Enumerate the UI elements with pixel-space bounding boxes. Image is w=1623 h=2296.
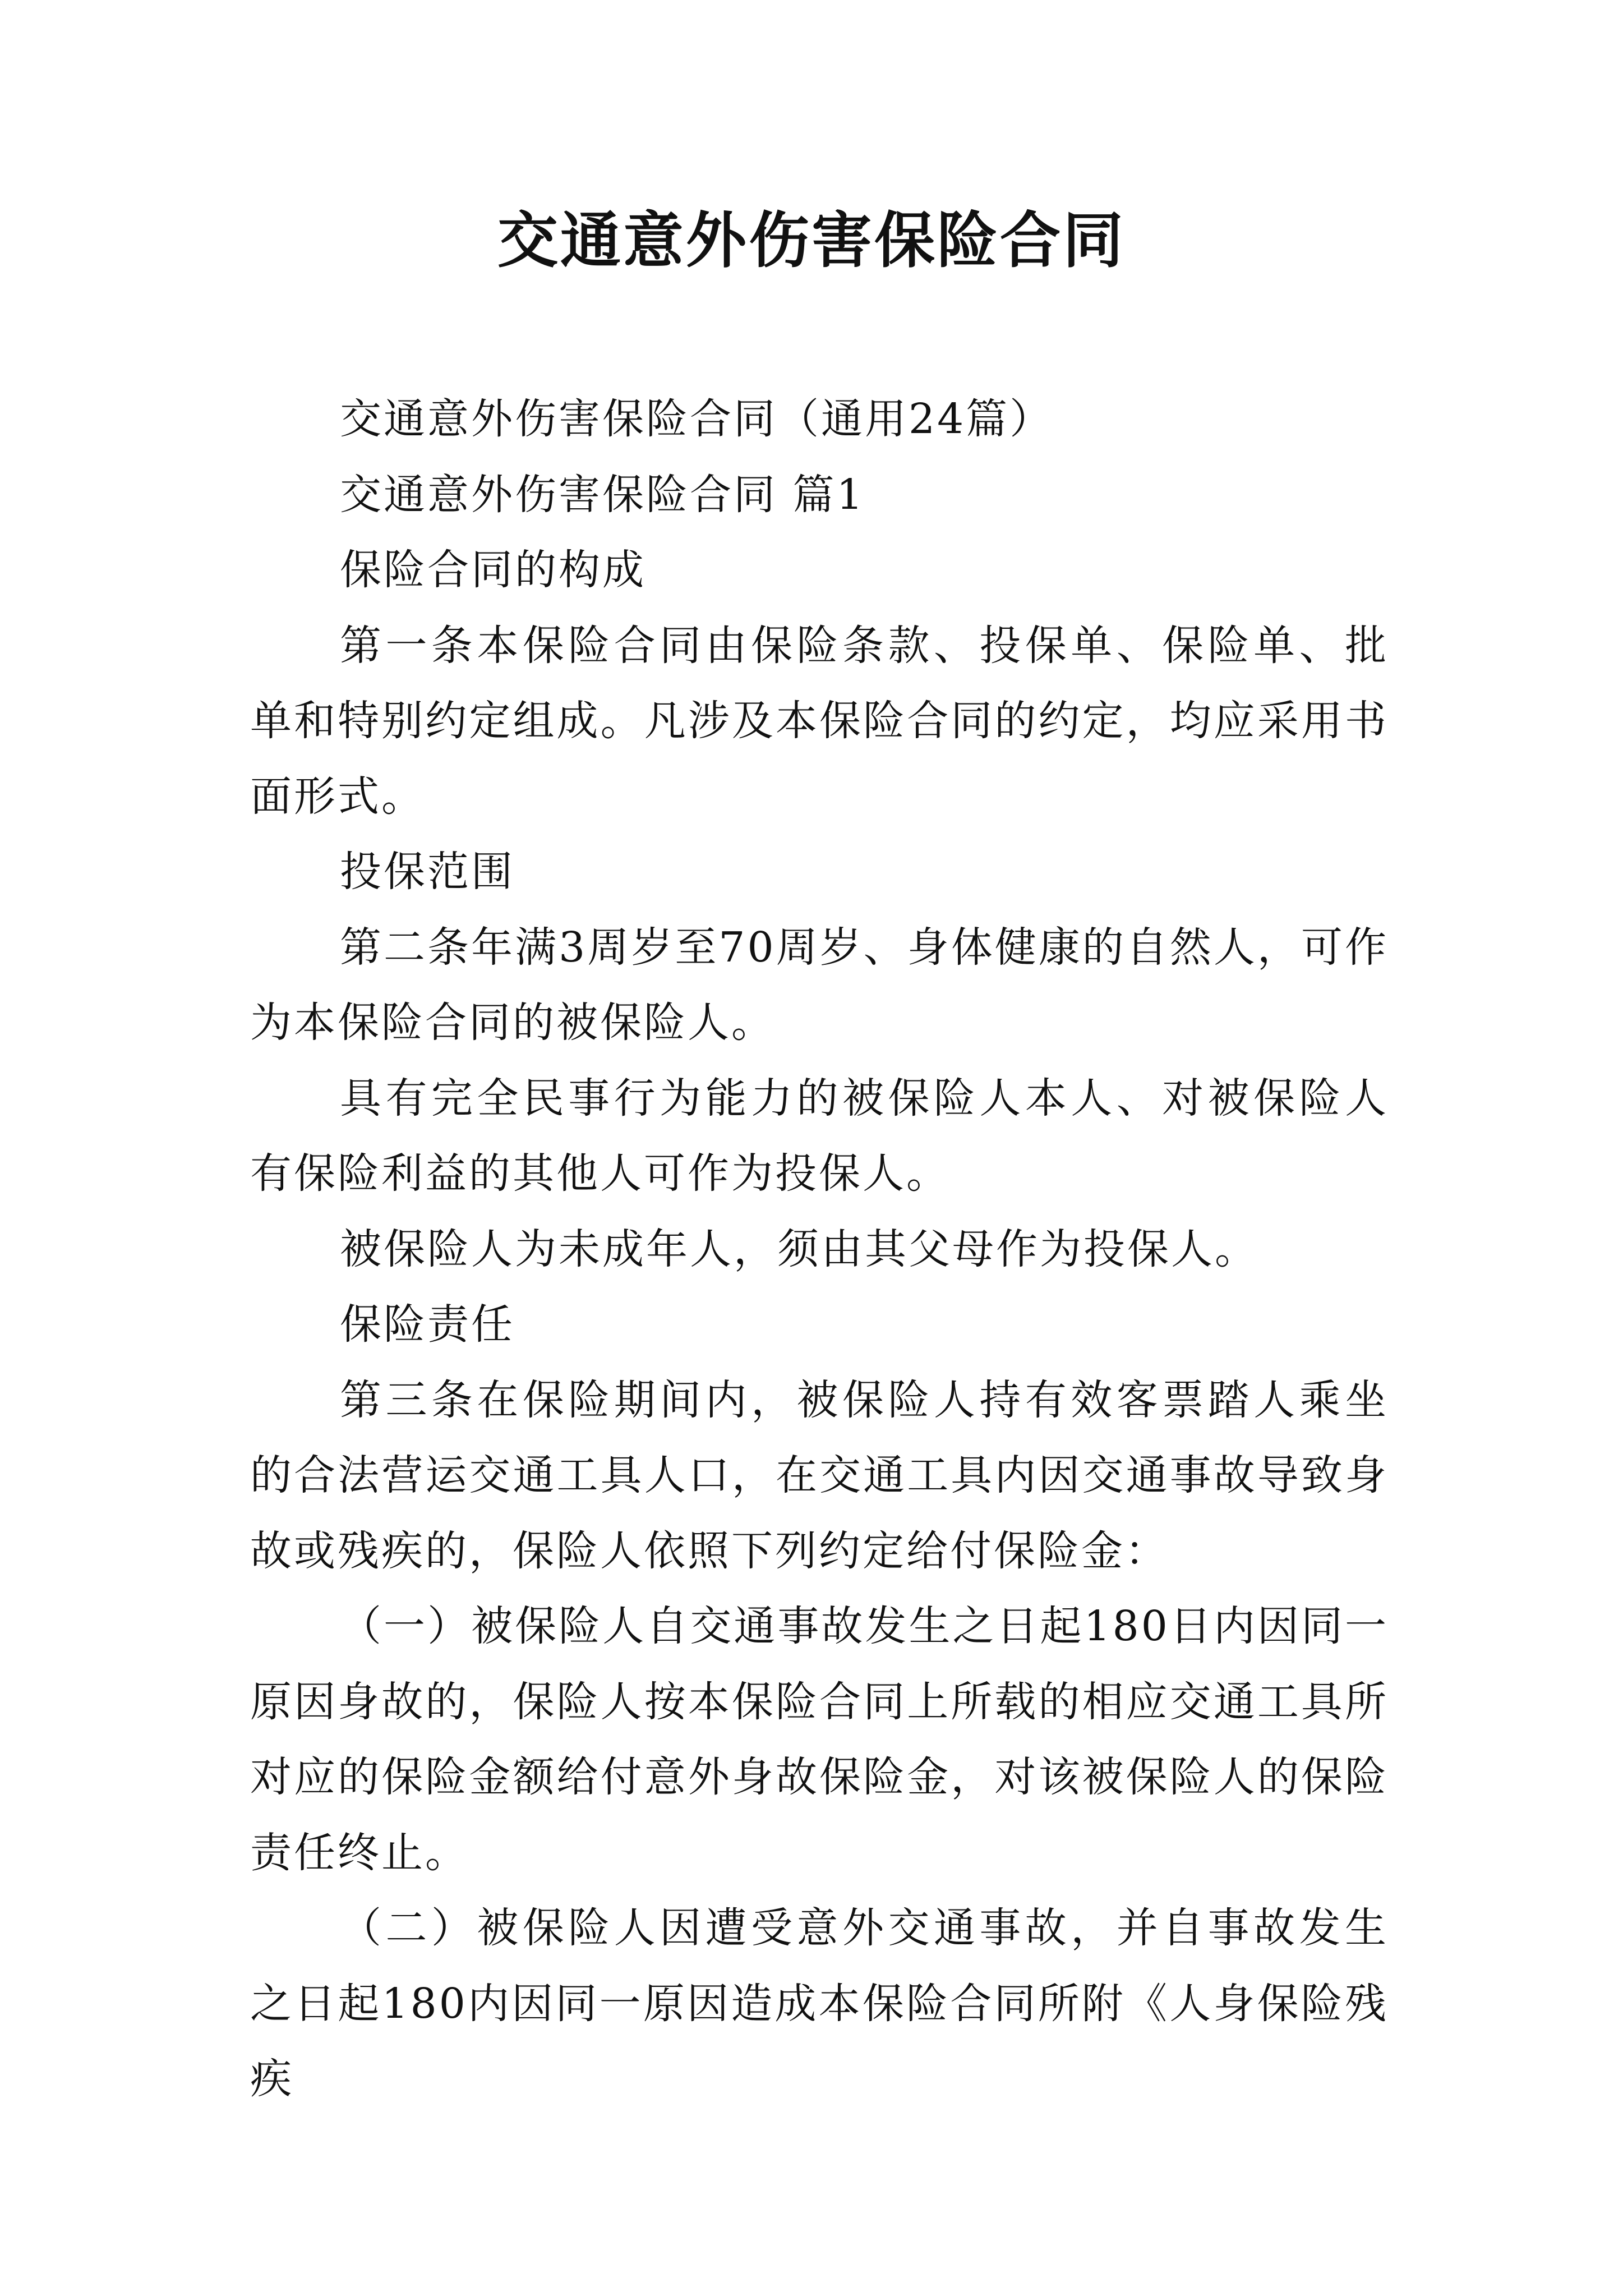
paragraph-article-1: 第一条本保险合同由保险条款、投保单、保险单、批单和特别约定组成。凡涉及本保险合同的约定，均应采用书面形式。 xyxy=(250,621,1389,821)
paragraph-heading-insurance-scope: 投保范围 xyxy=(340,848,515,896)
document-title: 交通意外伤害保险合同 xyxy=(497,206,1126,276)
paragraph-subtitle: 交通意外伤害保险合同（通用24篇） xyxy=(340,395,1054,443)
paragraph-policyholder: 具有完全民事行为能力的被保险人本人、对被保险人有保险利益的其他人可作为投保人。 xyxy=(250,1074,1389,1198)
paragraph-article-3: 第三条在保险期间内，被保险人持有效客票踏人乘坐的合法营运交通工具人口，在交通工具内因交通事故导致身故或残疾的，保险人依照下列约定给付保险金： xyxy=(250,1375,1389,1575)
paragraph-heading-contract-composition: 保险合同的构成 xyxy=(340,546,646,594)
document-body xyxy=(250,381,1389,2117)
paragraph-article-2: 第二条年满3周岁至70周岁、身体健康的自然人，可作为本保险合同的被保险人。 xyxy=(250,923,1389,1047)
paragraph-heading-liability: 保险责任 xyxy=(340,1300,515,1349)
paragraph-item-2: （二）被保险人因遭受意外交通事故，并自事故发生之日起180内因同一原因造成本保险合同所附《人身保险残疾 xyxy=(250,1904,1389,2103)
paragraph-section-heading: 交通意外伤害保险合同 篇1 xyxy=(340,470,865,519)
paragraph-item-1: （一）被保险人自交通事故发生之日起180日内因同一原因身故的，保险人按本保险合同上所载的相应交通工具所对应的保险金额给付意外身故保险金，对该被保险人的保险责任终止。 xyxy=(250,1602,1389,1877)
paragraph-minor: 被保险人为未成年人，须由其父母作为投保人。 xyxy=(340,1225,1258,1273)
